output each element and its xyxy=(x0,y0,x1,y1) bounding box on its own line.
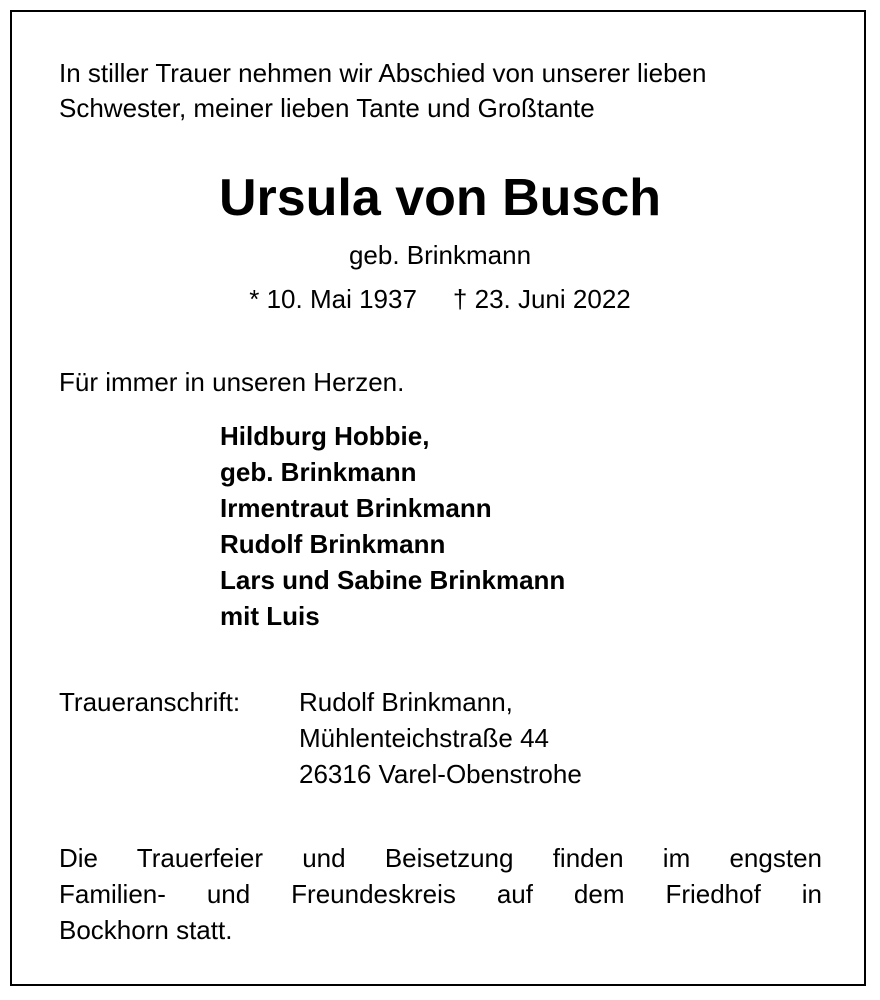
intro-line-1: In stiller Trauer nehmen wir Abschied von unserer lieben xyxy=(59,58,707,88)
address-line: Rudolf Brinkmann, xyxy=(299,687,513,717)
closing-text xyxy=(59,840,822,948)
family-member: Irmentraut Brinkmann xyxy=(220,493,492,523)
address-line: Mühlenteichstraße 44 xyxy=(299,723,550,753)
family-member: mit Luis xyxy=(220,601,320,631)
address-label: Traueranschrift: xyxy=(59,687,241,717)
deceased-name: Ursula von Busch xyxy=(218,169,662,227)
family-member: Hildburg Hobbie, xyxy=(220,421,430,451)
family-list xyxy=(220,418,565,634)
closing-line-3: Bockhorn statt. xyxy=(59,915,233,945)
death-date: † 23. Juni 2022 xyxy=(452,284,631,314)
family-member: geb. Brinkmann xyxy=(220,457,417,487)
family-member: Lars und Sabine Brinkmann xyxy=(220,565,566,595)
family-member: Rudolf Brinkmann xyxy=(220,529,446,559)
maiden-name: geb. Brinkmann xyxy=(348,240,532,270)
birth-date: * 10. Mai 1937 xyxy=(249,284,417,314)
address-line: 26316 Varel-Obenstrohe xyxy=(299,759,582,789)
life-dates xyxy=(0,282,880,316)
mourning-address xyxy=(299,684,582,792)
closing-line-1: Die Trauerfeier und Beisetzung finden im engsten xyxy=(59,843,822,873)
closing-line-2: Familien- und Freundeskreis auf dem Friedhof in xyxy=(59,879,822,909)
motto-text: Für immer in unseren Herzen. xyxy=(59,367,405,397)
intro-line-2: Schwester, meiner lieben Tante und Großtante xyxy=(59,93,595,123)
intro-text xyxy=(59,56,829,126)
